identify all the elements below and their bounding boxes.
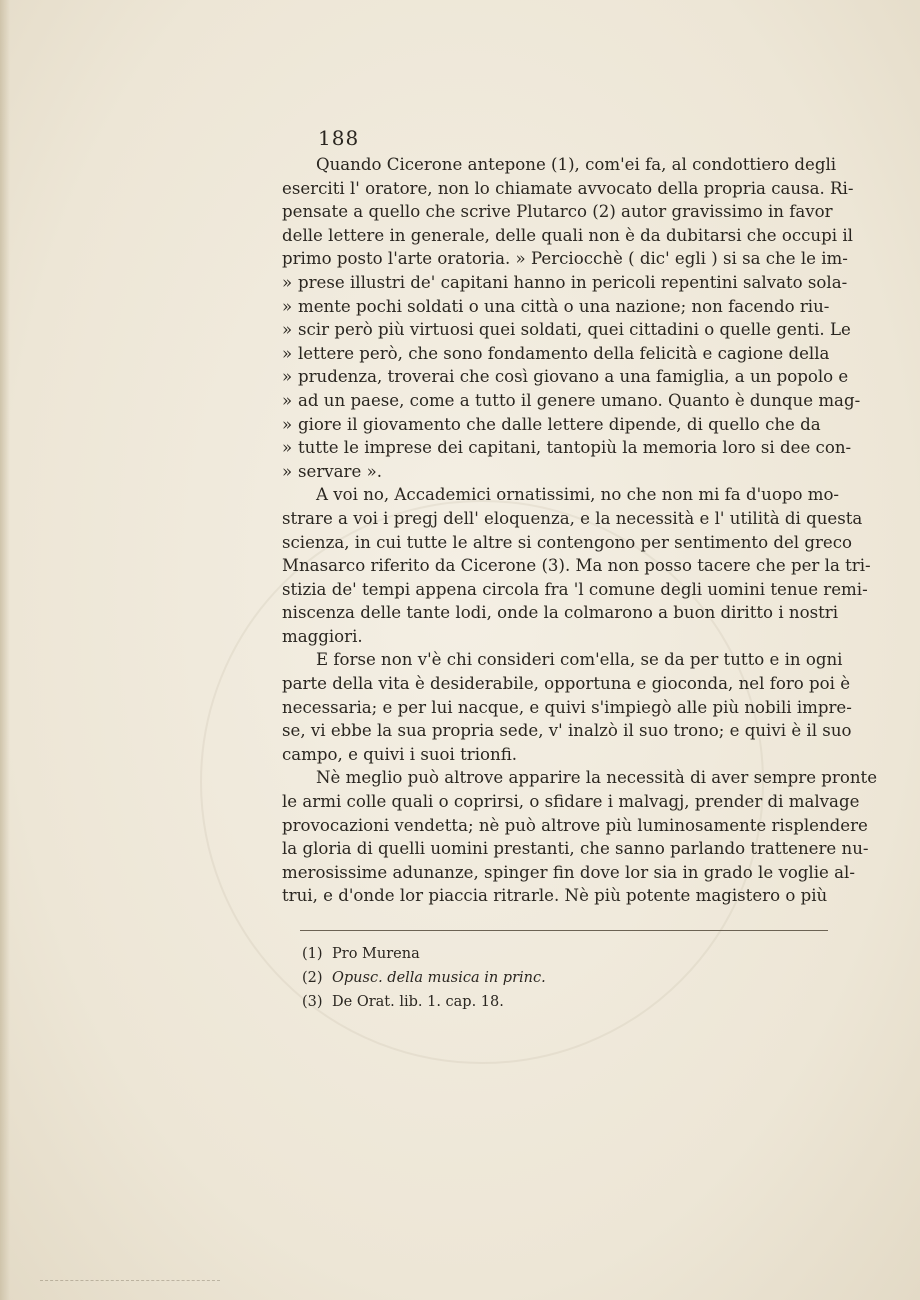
footnote <box>302 990 546 1014</box>
text-line <box>282 342 838 366</box>
text-line <box>282 436 852 460</box>
line-text: servare ». <box>298 461 382 481</box>
paragraph <box>282 766 878 908</box>
line-text: pensate a quello che scrive Plutarco (2) autor gravissimo in favor <box>282 202 833 222</box>
page-stain <box>40 1280 220 1284</box>
quote-mark: » <box>282 461 293 481</box>
text-line <box>282 247 848 271</box>
paragraph <box>282 648 852 766</box>
line-text: merosissime adunanze, spinger fin dove lor sia in grado le voglie al- <box>282 862 855 882</box>
quote-mark: » <box>282 367 293 387</box>
footnotes <box>302 942 546 1014</box>
text-line <box>282 696 852 720</box>
text-line <box>282 861 855 885</box>
line-text: Nè meglio può altrove apparire la necessità di aver sempre pronte <box>316 768 878 788</box>
text-line <box>282 389 861 413</box>
text-line <box>282 153 838 177</box>
line-text: maggiori. <box>282 626 363 646</box>
footnote-number: (2) <box>302 970 323 986</box>
text-line <box>282 884 838 908</box>
text-line <box>282 224 853 248</box>
paragraph <box>282 153 861 483</box>
line-text: delle lettere in generale, delle quali non è da dubitarsi che occupi il <box>282 225 853 245</box>
text-line <box>282 837 869 861</box>
page-number: 188 <box>318 126 360 150</box>
line-text: prese illustri de' capitani hanno in pericoli repentini salvato sola- <box>298 272 848 292</box>
footnote <box>302 942 546 966</box>
line-text: E forse non v'è chi consideri com'ella, se da per tutto e in ogni <box>316 650 843 670</box>
line-text: scir però più virtuosi quei soldati, quei cittadini o quelle genti. Le <box>298 320 851 340</box>
text-line <box>282 295 838 319</box>
text-line <box>282 318 851 342</box>
line-text: necessaria; e per lui nacque, e quivi s'impiegò alle più nobili impre- <box>282 697 852 717</box>
line-text: ad un paese, come a tutto il genere umano. Quanto è dunque mag- <box>298 390 861 410</box>
line-text: se, vi ebbe la sua propria sede, v' inalzò il suo trono; e quivi è il suo <box>282 721 852 741</box>
quote-mark: » <box>282 272 293 292</box>
line-text: mente pochi soldati o una città o una nazione; non facendo riu- <box>298 296 830 316</box>
line-text: scienza, in cui tutte le altre si contengono per sentimento del greco <box>282 532 853 552</box>
quote-mark: » <box>282 343 293 363</box>
line-text: giore il giovamento che dalle lettere dipende, di quello che da <box>298 414 821 434</box>
text-line <box>282 271 848 295</box>
line-text: provocazioni vendetta; nè può altrove più luminosamente risplendere <box>282 815 868 835</box>
line-text: strare a voi i pregj dell' eloquenza, e la necessità e l' utilità di questa <box>282 508 863 528</box>
line-text: stizia de' tempi appena circola fra 'l comune degli uomini tenue remi- <box>282 579 868 599</box>
line-text: Quando Cicerone antepone (1), com'ei fa, al condottiero degli <box>316 155 837 174</box>
text-line <box>282 413 838 437</box>
line-text: eserciti l' oratore, non lo chiamate avvocato della propria causa. Ri- <box>282 178 854 198</box>
line-text: tutte le imprese dei capitani, tantopiù la memoria loro si dee con- <box>298 438 852 458</box>
text-line <box>282 200 838 224</box>
quote-mark: » <box>282 438 293 458</box>
footnote-text: De Orat. lib. 1. cap. 18. <box>332 994 504 1010</box>
text-line <box>282 483 838 507</box>
text-line <box>282 460 838 484</box>
body-text <box>282 153 878 908</box>
text-line <box>282 814 868 838</box>
line-text: campo, e quivi i suoi trionfi. <box>282 744 518 764</box>
line-text: prudenza, troverai che così giovano a una famiglia, a un popolo e <box>298 367 849 387</box>
text-line <box>282 625 838 649</box>
text-line <box>282 554 871 578</box>
quote-mark: » <box>282 414 293 434</box>
footnote-number: (1) <box>302 946 323 962</box>
footnote-number: (3) <box>302 994 323 1010</box>
page-edge-shadow <box>0 0 10 1300</box>
text-line <box>282 790 860 814</box>
line-text: la gloria di quelli uomini prestanti, che sanno parlando trattenere nu- <box>282 839 869 859</box>
paragraph <box>282 483 871 648</box>
text-line <box>282 766 878 790</box>
text-line <box>282 531 853 555</box>
line-text: lettere però, che sono fondamento della felicità e cagione della <box>298 343 830 363</box>
quote-mark: » <box>282 390 293 410</box>
text-line <box>282 177 854 201</box>
line-text: niscenza delle tante lodi, onde la colmarono a buon diritto i nostri <box>282 603 839 623</box>
line-text: Mnasarco riferito da Cicerone (3). Ma non posso tacere che per la tri- <box>282 556 871 576</box>
text-line <box>282 719 852 743</box>
text-line <box>282 601 838 625</box>
line-text: trui, e d'onde lor piaccia ritrarle. Nè più potente magistero o più <box>282 886 828 906</box>
text-line <box>282 672 851 696</box>
text-line <box>282 507 863 531</box>
quote-mark: » <box>282 320 293 340</box>
line-text: primo posto l'arte oratoria. » Perciocchè ( dic' egli ) si sa che le im- <box>282 249 848 269</box>
line-text: parte della vita è desiderabile, opportuna e gioconda, nel foro poi è <box>282 674 851 694</box>
line-text: le armi colle quali o coprirsi, o sfidare i malvagj, prender di malvage <box>282 792 860 812</box>
footnote-text: Pro Murena <box>332 946 420 962</box>
text-line <box>282 578 868 602</box>
text-line <box>282 743 838 767</box>
text-line <box>282 648 843 672</box>
quote-mark: » <box>282 296 293 316</box>
text-line <box>282 365 849 389</box>
footnote-rule <box>300 930 828 931</box>
line-text: A voi no, Accademici ornatissimi, no che non mi fa d'uopo mo- <box>316 485 840 505</box>
footnote-text: Opusc. della musica in princ. <box>332 970 546 986</box>
footnote <box>302 966 546 990</box>
